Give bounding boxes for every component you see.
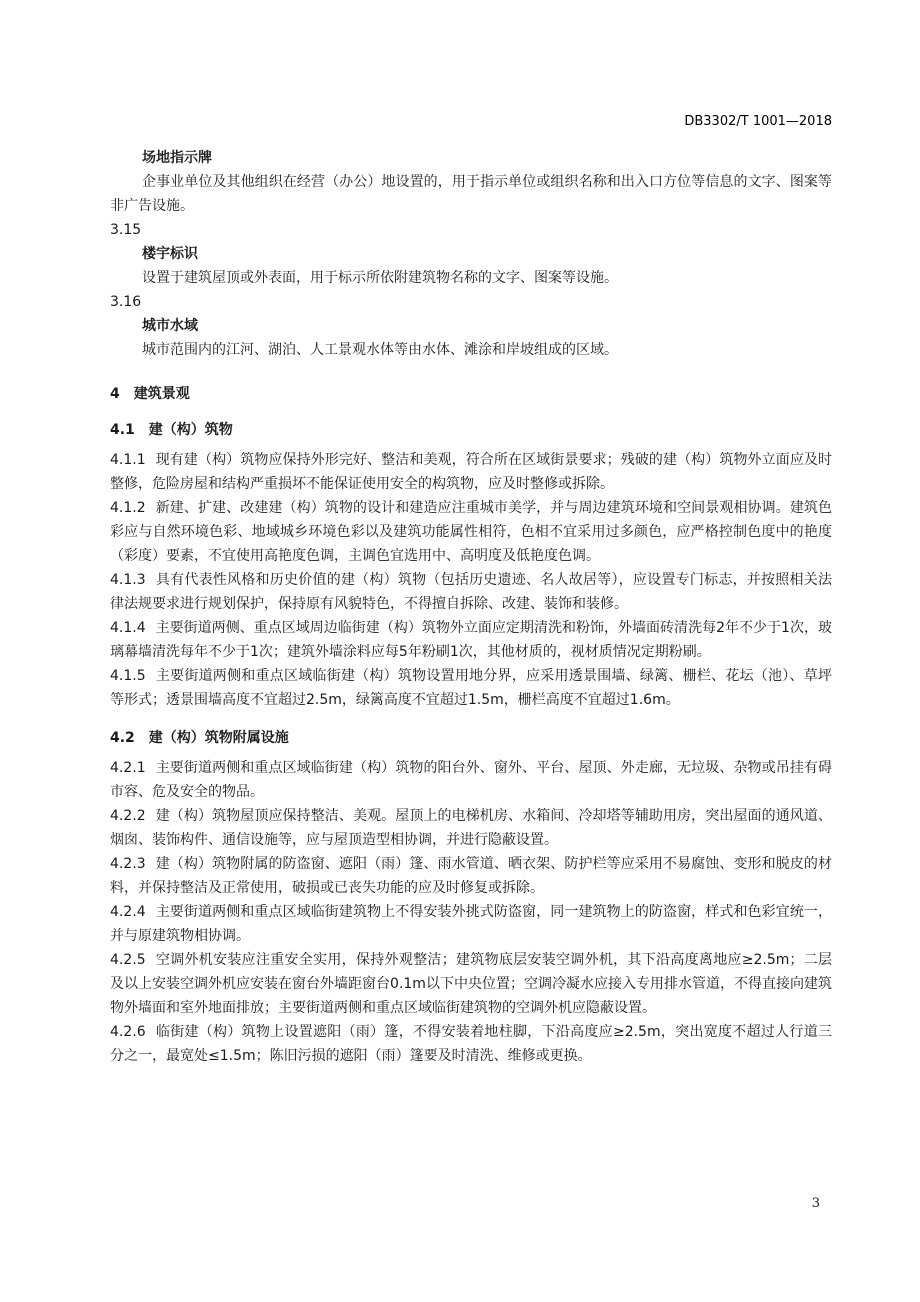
clause-paragraph — [110, 616, 832, 664]
clause-text: 建（构）筑物附属的防盗窗、遮阳（雨）篷、雨水管道、晒衣架、防护栏等应采用不易腐蚀、变形和脱皮的材料，并保持整洁及正常使用，破损或已丧失功能的应及时修复或拆除。 — [110, 856, 832, 896]
term-definition: 设置于建筑屋顶或外表面，用于标示所依附建筑物名称的文字、图案等设施。 — [142, 270, 618, 286]
clause-paragraph — [110, 568, 832, 616]
clause-paragraph — [110, 1020, 832, 1068]
term-number: 3.15 — [110, 222, 142, 238]
clause-text: 现有建（构）筑物应保持外形完好、整洁和美观，符合所在区域街景要求；残破的建（构）筑物外立面应及时整修，危险房屋和结构严重损坏不能保证使用安全的构筑物，应及时整修或拆除。 — [110, 452, 832, 492]
clause-paragraph — [110, 804, 832, 852]
term-name: 场地指示牌 — [142, 150, 212, 166]
subsection-heading: 4.1 建（构）筑物 — [110, 422, 233, 438]
clause-number: 4.1.3 — [110, 572, 146, 588]
clause-paragraph — [110, 948, 832, 1020]
clause-paragraph — [110, 900, 832, 948]
document-code: DB3302/T 1001—2018 — [684, 114, 832, 129]
clause-number: 4.1.1 — [110, 452, 146, 468]
clause-text: 具有代表性风格和历史价值的建（构）筑物（包括历史遗迹、名人故居等），应设置专门标志，并按照相关法律法规要求进行规划保护，保持原有风貌特色，不得擅自拆除、改建、装饰和装修。 — [110, 572, 832, 612]
clause-number: 4.1.2 — [110, 500, 146, 516]
clause-number: 4.2.4 — [110, 904, 146, 920]
clause-text: 主要街道两侧和重点区域临街建（构）筑物的阳台外、窗外、平台、屋顶、外走廊，无垃圾、杂物或吊挂有碍市容、危及安全的物品。 — [110, 760, 832, 800]
clause-number: 4.1.5 — [110, 668, 146, 684]
clause-text: 新建、扩建、改建建（构）筑物的设计和建造应注重城市美学，并与周边建筑环境和空间景观相协调。建筑色彩应与自然环境色彩、地域城乡环境色彩以及建筑功能属性相符，色相不宜采用过多颜色，应严格控制色度中的艳度（彩度）要素，不宜使用高艳度色调，主调色宜选用中、高明度及低艳度色调。 — [110, 500, 832, 564]
term-name: 楼宇标识 — [142, 246, 198, 262]
clause-text: 空调外机安装应注重安全实用，保持外观整洁；建筑物底层安装空调外机，其下沿高度离地应≥2.5m；二层及以上安装空调外机应安装在窗台外墙距窗台0.1m以下中央位置；空调冷凝水应接入专用排水管道，不得直接向建筑物外墙面和室外地面排放；主要街道两侧和重点区域临街建筑物的空调外机应隐蔽设置。 — [110, 952, 832, 1016]
subsection-heading: 4.2 建（构）筑物附属设施 — [110, 730, 289, 746]
clause-text: 主要街道两侧和重点区域临街建筑物上不得安装外挑式防盗窗，同一建筑物上的防盗窗，样式和色彩宜统一，并与原建筑物相协调。 — [110, 904, 832, 944]
clause-text: 临街建（构）筑物上设置遮阳（雨）篷，不得安装着地柱脚，下沿高度应≥2.5m，突出宽度不超过人行道三分之一，最宽处≤1.5m；陈旧污损的遮阳（雨）篷要及时清洗、维修或更换。 — [110, 1024, 832, 1064]
clause-text: 主要街道两侧和重点区域临街建（构）筑物设置用地分界，应采用透景围墙、绿篱、栅栏、花坛（池）、草坪等形式；透景围墙高度不宜超过2.5m，绿篱高度不宜超过1.5m，栅栏高度不宜超过1.6m。 — [110, 668, 832, 708]
clause-paragraph — [110, 496, 832, 568]
clause-number: 4.2.5 — [110, 952, 146, 968]
clause-text: 建（构）筑物屋顶应保持整洁、美观。屋顶上的电梯机房、水箱间、冷却塔等辅助用房，突出屋面的通风道、烟囱、装饰构件、通信设施等，应与屋顶造型相协调，并进行隐蔽设置。 — [110, 808, 832, 848]
clause-paragraph — [110, 448, 832, 496]
clause-number: 4.1.4 — [110, 620, 146, 636]
document-body — [110, 146, 832, 1068]
clause-number: 4.2.2 — [110, 808, 146, 824]
term-definition: 企事业单位及其他组织在经营（办公）地设置的，用于指示单位或组织名称和出入口方位等信息的文字、图案等非广告设施。 — [110, 174, 832, 214]
section-heading: 4 建筑景观 — [110, 386, 190, 402]
page-number: 3 — [811, 1196, 820, 1211]
clause-paragraph — [110, 664, 832, 712]
clause-number: 4.2.3 — [110, 856, 146, 872]
clause-number: 4.2.6 — [110, 1024, 146, 1040]
term-number: 3.16 — [110, 294, 142, 310]
clause-text: 主要街道两侧、重点区域周边临街建（构）筑物外立面应定期清洗和粉饰，外墙面砖清洗每2年不少于1次，玻璃幕墙清洗每年不少于1次；建筑外墙涂料应每5年粉刷1次，其他材质的，视材质情况定期粉刷。 — [110, 620, 832, 660]
clause-paragraph — [110, 756, 832, 804]
clause-paragraph — [110, 852, 832, 900]
term-name: 城市水域 — [142, 318, 198, 334]
term-definition: 城市范围内的江河、湖泊、人工景观水体等由水体、滩涂和岸坡组成的区域。 — [142, 342, 618, 358]
clause-number: 4.2.1 — [110, 760, 146, 776]
